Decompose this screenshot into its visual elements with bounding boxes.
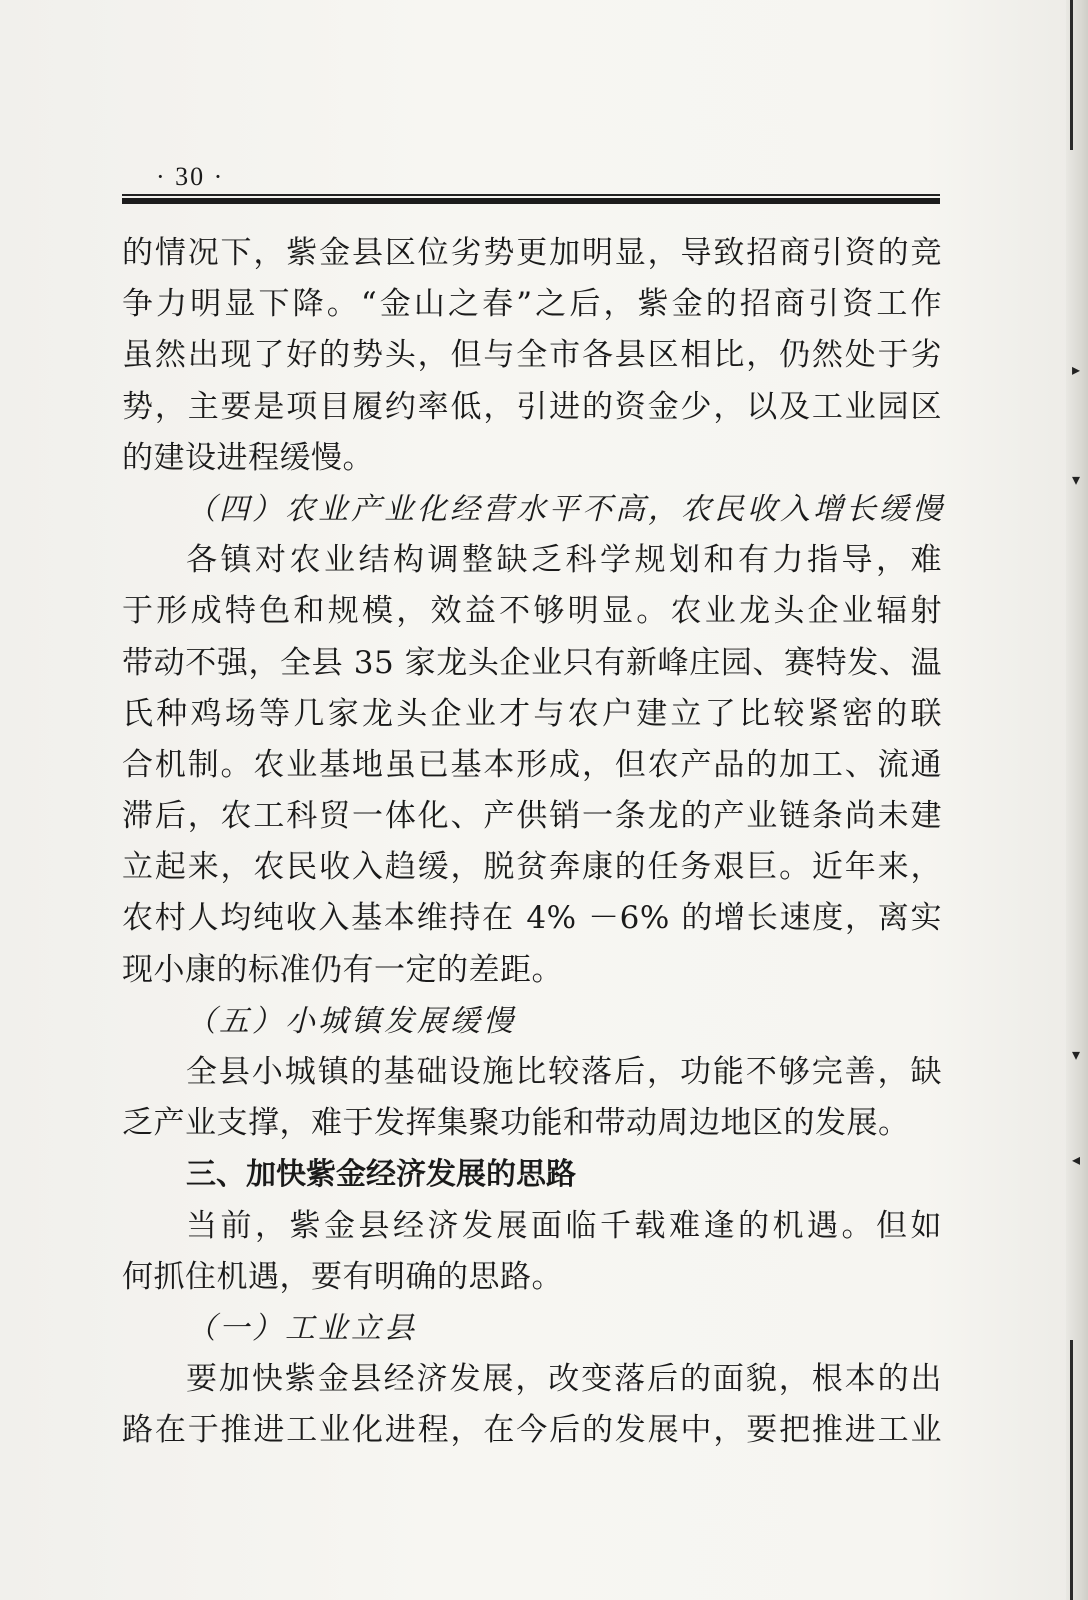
text-line: 争力明显下降。“金山之春”之后，紫金的招商引资工作 bbox=[122, 286, 942, 323]
binding-edge-line-bottom bbox=[1070, 1340, 1073, 1600]
header-rule-thick bbox=[122, 198, 940, 204]
text-line: 当前，紫金县经济发展面临千载难逢的机遇。但如 bbox=[186, 1207, 942, 1244]
text-line: 现小康的标准仍有一定的差距。 bbox=[122, 951, 563, 988]
subheading-five: （五）小城镇发展缓慢 bbox=[186, 1003, 516, 1039]
scan-speck: ▾ bbox=[1072, 1045, 1081, 1064]
text-line: 氏种鸡场等几家龙头企业才与农户建立了比较紧密的联 bbox=[122, 695, 942, 732]
scan-speck: ◂ bbox=[1072, 1150, 1081, 1169]
subheading-one: （一）工业立县 bbox=[186, 1310, 417, 1346]
text-line: 路在于推进工业化进程，在今后的发展中，要把推进工业 bbox=[122, 1412, 942, 1449]
text-line: 于形成特色和规模，效益不够明显。农业龙头企业辐射 bbox=[122, 593, 942, 630]
binding-edge-line-top bbox=[1070, 0, 1073, 150]
scan-speck: ▸ bbox=[1072, 360, 1081, 379]
header-rule-thin bbox=[122, 194, 940, 196]
text-line: 虽然出现了好的势头，但与全市各县区相比，仍然处于劣 bbox=[122, 337, 942, 374]
text-line: 乏产业支撑，难于发挥集聚功能和带动周边地区的发展。 bbox=[122, 1105, 910, 1142]
section-heading: 三、加快紫金经济发展的思路 bbox=[186, 1157, 576, 1193]
text-line: 的情况下，紫金县区位劣势更加明显，导致招商引资的竞 bbox=[122, 235, 942, 271]
text-line: 滞后，农工科贸一体化、产供销一条龙的产业链条尚未建 bbox=[122, 798, 942, 835]
page-header bbox=[122, 156, 942, 206]
text-line: 势，主要是项目履约率低，引进的资金少，以及工业园区 bbox=[122, 388, 942, 425]
subheading-four: （四）农业产业化经营水平不高，农民收入增长缓慢 bbox=[186, 491, 945, 527]
text-line: 各镇对农业结构调整缺乏科学规划和有力指导，难 bbox=[186, 542, 942, 579]
text-line: 的建设进程缓慢。 bbox=[122, 439, 374, 476]
text-line: 何抓住机遇，要有明确的思路。 bbox=[122, 1258, 563, 1295]
page-number: · 30 · bbox=[156, 162, 225, 191]
text-line: 立起来，农民收入趋缓，脱贫奔康的任务艰巨。近年来， bbox=[122, 849, 942, 886]
text-line: 合机制。农业基地虽已基本形成，但农产品的加工、流通 bbox=[122, 746, 942, 783]
text-line: 农村人均纯收入基本维持在 4% －6% 的增长速度，离实 bbox=[122, 900, 942, 937]
scan-speck: ▾ bbox=[1072, 470, 1081, 489]
body-text bbox=[122, 228, 945, 1457]
text-line: 要加快紫金县经济发展，改变落后的面貌，根本的出 bbox=[186, 1361, 942, 1398]
text-line: 全县小城镇的基础设施比较落后，功能不够完善，缺 bbox=[186, 1054, 942, 1090]
text-line: 带动不强，全县 35 家龙头企业只有新峰庄园、赛特发、温 bbox=[122, 644, 942, 681]
